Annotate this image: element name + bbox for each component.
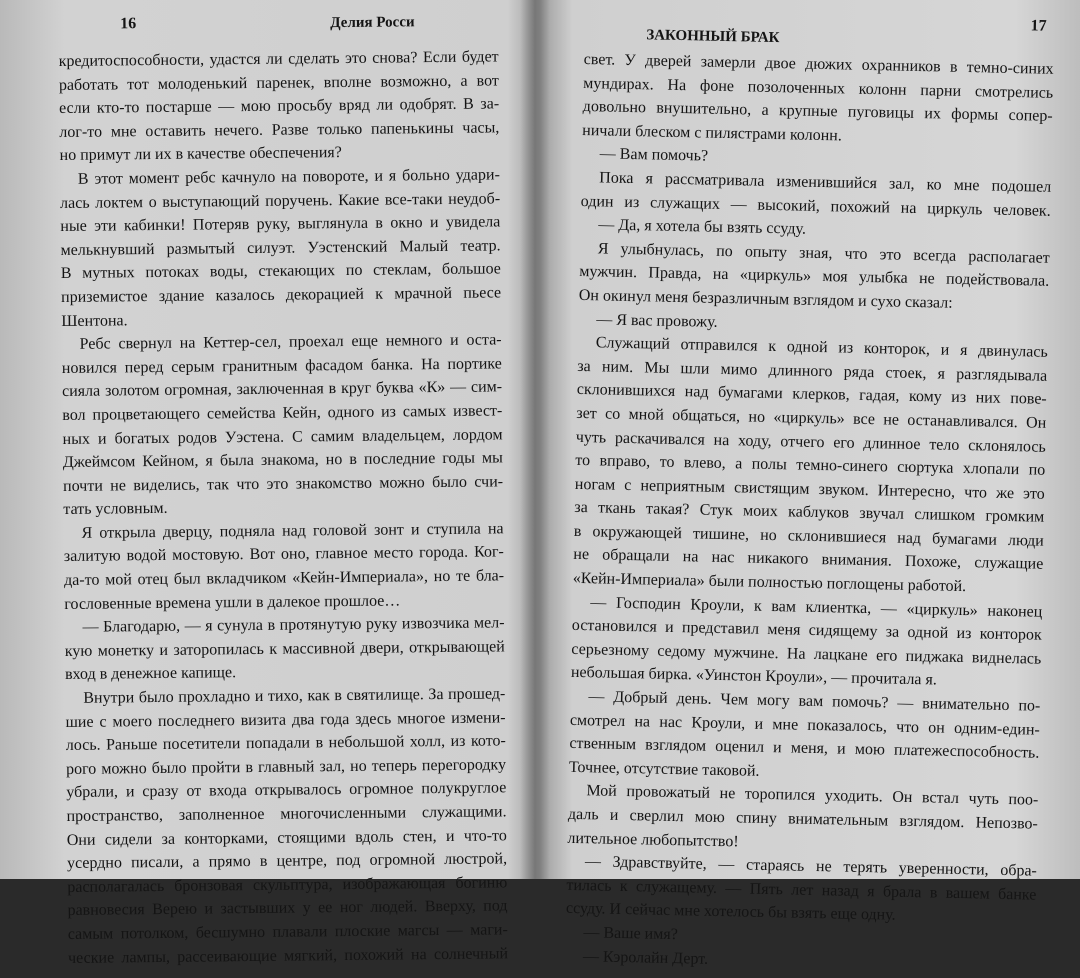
text-line: — Здравствуйте, — стараясь не терять уверенности, обра- — [584, 853, 1038, 880]
text-line: чуть раскачивался на ходу, отчего его длинное тело склонялось — [575, 428, 1046, 456]
text-line: В этот момент ребс качнуло на повороте, и я больно удари- — [77, 166, 500, 188]
text-line: лась локтем о выступающий поручень. Какие все-таки неудоб- — [60, 189, 501, 212]
text-line: — Ваше имя? — [583, 924, 678, 944]
left-running-head: Делия Росси — [330, 14, 415, 32]
right-running-head: ЗАКОННЫЙ БРАК — [646, 27, 780, 47]
text-line: серьезному седому мужчине. На лацкане его пиджака виднелась — [571, 640, 1042, 668]
text-line: гословенные времена ушли в далекое прошлое… — [64, 592, 401, 613]
text-line: если кто-то постарше — мою просьбу вряд ли одобрят. В за- — [59, 95, 500, 118]
text-line: кредитоспособности, удастся ли сделать это снова? Если будет — [58, 48, 499, 70]
text-line: ных и богатых родов Уэстена. С самим владельцем, лордом — [62, 425, 503, 448]
text-line: смотрел на нас Кроули, и мне показалось, что он одним-един- — [569, 711, 1040, 739]
text-line: убрали, и сразу от входа открывалось огромное полукруглое — [66, 779, 507, 802]
text-line: равновесия Верею и застывших у ее ног людей. Вверху, под — [67, 897, 508, 920]
text-line: рого можно было пройти в главный зал, но теперь перегородку — [65, 756, 507, 778]
text-line: «Кейн-Империала» были полностью поглощены работой. — [572, 569, 967, 596]
text-line: за ним. Мы шли мимо длинного ряда стоек, я разглядывала — [577, 357, 1048, 385]
right-page — [565, 0, 1055, 968]
text-line: свет. У дверей замерли двое дюжих охранников в темно-синих — [583, 50, 1054, 78]
text-line: Джеймсом Кейном, я была знакома, но в последние годы мы — [62, 449, 503, 472]
text-line: приземистое здание казалось декорацией к мрачной пьесе — [61, 284, 502, 306]
text-line: вол процветающего семейства Кейн, одного из самых извест- — [62, 402, 503, 424]
text-line: мужчин. Правда, на «циркуль» моя улыбка не подействовала. — [579, 263, 1050, 291]
text-line: лительное любопытство! — [567, 829, 739, 850]
text-line: шие с моего последнего визита два года здесь многое измени- — [65, 708, 506, 731]
text-line: — Кэролайн Дерт. — [582, 947, 709, 968]
text-line: да-то мой отец был вкладчиком «Кейн-Империала», но те бла- — [63, 567, 505, 590]
text-line: один из служащих — высокий, похожий на циркуль человек. — [580, 192, 1051, 220]
text-line: ственным взглядом оценил и меня, и мою платежеспособность. — [569, 735, 1040, 762]
text-line: Шентона. — [61, 311, 128, 330]
text-line: — Добрый день. Чем могу вам помочь? — внимательно по- — [588, 688, 1041, 715]
text-line: — Да, я хотела бы взять ссуду. — [598, 216, 807, 238]
text-line: за ткань такая? Стук моих каблуков звучал слишком громким — [574, 499, 1045, 527]
text-line: Я улыбнулась, по опыту зная, что это всегда располагает — [597, 240, 1050, 267]
text-line: склонившихся над бумагами клерков, гадая, кому из них пове- — [576, 381, 1047, 409]
text-line: усердно писали, а прямо в центре, под огромной люстрой, — [66, 850, 508, 873]
text-line: небольшая бирка. «Уинстон Кроули», — прочитала я. — [570, 664, 938, 689]
text-line: залитую водой мостовую. Вот оно, главное место города. Ког- — [63, 543, 504, 566]
left-page-header — [58, 9, 498, 48]
book-gutter — [520, 0, 550, 879]
left-page-body — [59, 45, 509, 970]
text-line: тать условным. — [63, 500, 168, 519]
text-line: самым потолком, бесшумно плавали плоские магсы — маги- — [67, 921, 508, 943]
text-line: сияла золотом огромная, заключенная в круг буква «К» — сим- — [62, 378, 503, 401]
text-line: довольно внушительно, а крупные пуговицы их формы сопер- — [582, 98, 1053, 126]
text-line: Точнее, отсутствие таковой. — [568, 758, 760, 780]
text-line: В мутных потоках воды, стекающих по стеклам, большое — [60, 260, 501, 283]
text-line: Ребс свернул на Кеттер-сел, проехал еще немного и оста- — [79, 331, 502, 353]
text-line: ногам с неприятным свистящим звуком. Интересно, что же это — [574, 475, 1045, 503]
text-line: Служащий отправился к одной из конторок, и я двинулась — [595, 334, 1048, 361]
text-line: Мой провожатый не торопился уходить. Он встал чуть поо- — [586, 782, 1039, 810]
left-page — [58, 0, 509, 967]
text-line: почти не виделись, так что это знакомство можно было счи- — [63, 473, 504, 495]
text-line: кую монетку и заторопилась к массивной двери, открывающей — [64, 638, 505, 660]
text-line: — Благодарю, — я сунула в протянутую руку извозчика мел- — [82, 614, 505, 637]
text-line: — Господин Кроули, к вам клиентка, — «циркуль» наконец — [590, 593, 1043, 621]
text-line: тилась к служащему. — Пять лет назад я брала в вашем банке — [566, 876, 1037, 904]
text-line: Внутри было прохладно и тихо, как в святилище. За прошед- — [83, 685, 506, 707]
text-line: даль и сверлил мою спину внимательным взглядом. Непозво- — [567, 805, 1039, 833]
text-line: работать тот молоденький паренек, вполне возможно, а вот — [58, 71, 499, 94]
text-line: ссуду. И сейчас мне хотелось бы взять еще одну. — [565, 900, 896, 925]
text-line: Они сидели за конторками, стоящими вдоль стен, и что-то — [66, 826, 507, 849]
text-line: новился перед серым гранитным фасадом банка. На портике — [61, 355, 502, 377]
text-line: ные эти кабинки! Потеряв руку, выглянула в окно и увидела — [60, 213, 501, 236]
text-line: пространство, заполненное многочисленными служащими. — [66, 803, 507, 825]
text-line: не обращали на нас никакого внимания. Похоже, служащие — [573, 546, 1044, 574]
text-line: лог-то мне оставить нечего. Разве только папенькины часы, — [59, 119, 500, 141]
text-line: мелькнувший размытый силуэт. Уэстенский Малый театр. — [60, 237, 501, 259]
text-line: остановился и представил меня сидящему за одной из конторок — [571, 617, 1042, 644]
text-line: ничали блеском с пилястрами колонн. — [582, 121, 842, 145]
right-page-number: 17 — [1030, 17, 1047, 35]
text-line: Пока я рассматривала изменившийся зал, ко мне подошел — [599, 169, 1052, 196]
text-line: располагалась бронзовая скульптура, изображающая богиню — [67, 874, 508, 896]
text-line: Он окинул меня безразличным взглядом и сухо сказал: — [578, 286, 953, 312]
text-line: но примут ли их в качестве обеспечения? — [59, 144, 342, 165]
right-page-body — [565, 48, 1054, 978]
text-line: зет со мной общаться, но «циркуль» все не останавливался. Он — [576, 404, 1047, 432]
text-line: лось. Раньше посетители попадали в небольшой холл, из кото- — [65, 732, 506, 755]
text-line: то вправо, то влево, а полы темно-синего сюртука хлопали по — [575, 451, 1046, 479]
text-line: в окружающей тишине, но склонившиеся над бумагами люди — [573, 522, 1044, 550]
text-line: вход в денежное капище. — [64, 664, 237, 684]
text-line: Я открыла дверцу, подняла над головой зонт и ступила на — [81, 520, 504, 542]
text-line: — Вам помочь? — [599, 145, 709, 165]
text-line: — Я вас провожу. — [596, 310, 718, 331]
left-page-number: 16 — [120, 15, 137, 33]
text-line: мундирах. На фоне позолоченных колонн парни смотрелись — [583, 74, 1054, 102]
text-line: ческие лампы, рассеивающие мягкий, похожий на солнечный — [67, 944, 509, 967]
